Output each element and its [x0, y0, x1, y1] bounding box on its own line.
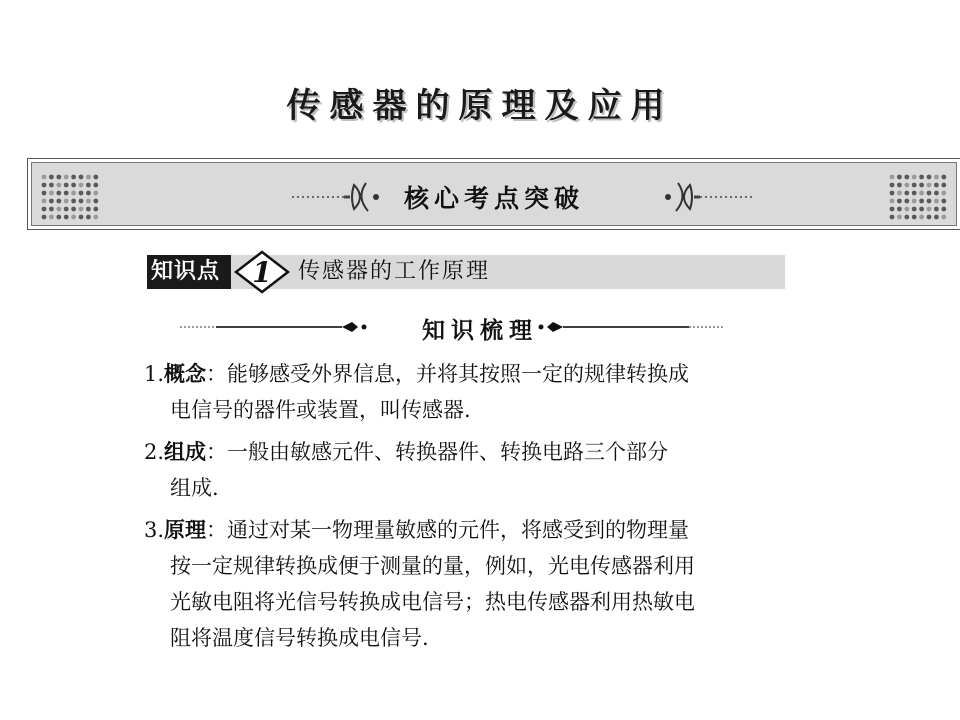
section-title: 知识梳理: [422, 318, 538, 344]
item-text-line: 光敏电阻将光信号转换成电信号；热电传感器利用热敏电: [170, 590, 695, 614]
item-heading: 概念: [164, 362, 207, 386]
item-heading: 原理: [164, 518, 207, 542]
item-text-line: 能够感受外界信息，并将其按照一定的规律转换成: [227, 362, 690, 386]
item-first-line: [144, 434, 794, 470]
item-text-line: 阻将温度信号转换成电信号.: [170, 626, 429, 650]
item-text-line: 按一定规律转换成便于测量的量，例如，光电传感器利用: [170, 554, 695, 578]
content-list: [144, 356, 794, 662]
section-banner: [27, 158, 960, 230]
item-text-line: 通过对某一物理量敏感的元件，将感受到的物理量: [227, 518, 690, 542]
page-title: 传感器的原理及应用: [286, 86, 674, 126]
item-heading: 组成: [164, 440, 207, 464]
item-number: 3.: [144, 518, 165, 542]
banner-title: 核心考点突破: [403, 184, 584, 213]
item-text-line: 组成.: [170, 476, 219, 500]
list-item: [144, 434, 794, 506]
list-item: [144, 512, 794, 656]
banner-inner: [31, 162, 957, 226]
item-first-line: [144, 512, 794, 548]
item-text-line: 电信号的器件或装置，叫传感器.: [170, 398, 471, 422]
knowledge-point-label: 知识点: [147, 255, 231, 289]
knowledge-point-number: 1: [252, 256, 272, 289]
item-number: 2.: [144, 440, 165, 464]
item-number: 1.: [144, 362, 165, 386]
diamond-number-badge-icon: [234, 250, 290, 294]
list-item: [144, 356, 794, 428]
item-text-line: 一般由敏感元件、转换器件、转换电路三个部分: [227, 440, 669, 464]
knowledge-point-title: 传感器的工作原理: [298, 259, 491, 284]
item-separator: ：: [206, 518, 228, 542]
item-first-line: [144, 356, 794, 392]
item-separator: ：: [206, 440, 228, 464]
item-separator: ：: [206, 362, 228, 386]
